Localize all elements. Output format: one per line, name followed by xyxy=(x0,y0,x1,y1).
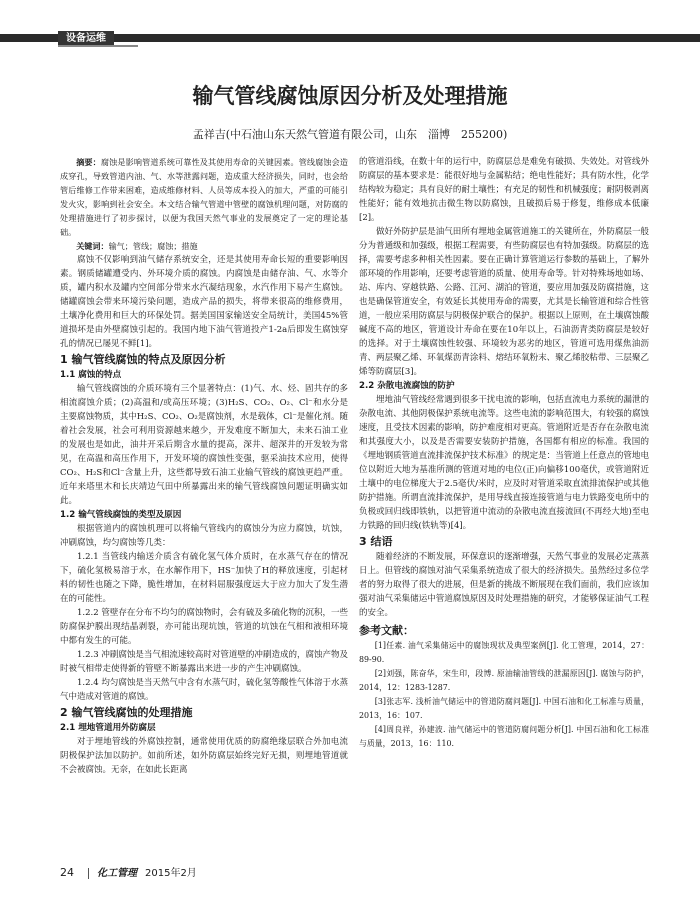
paragraph-1-1: 输气管线腐蚀的介质环境有三个显著特点：(1)气、水、烃、固共存的多相流腐蚀介质；(2)高温和/或高压环境；(3)H₂S、CO₂、O₂、Cl⁻和水分是主要腐蚀物质，其中H₂S、CO₂、O₂是腐蚀剂，水是载体，Cl⁻是催化剂。随着社会发展，社会可利用资源越来越少，开发难度不断加大，未来石油工业的发展也是如此，油井开采后期含水量的提高，深井、超深井的开发较为常见，在高温和高压作用下，开发环境的腐蚀性变强，驱采油技术应用，使得CO₂、H₂S和Cl⁻含量上升，这些都导致石油工业输气管线的腐蚀更趋严重。近年来塔里木和长庆靖边气田中所暴露出来的输气管线腐蚀问题证明确实如此。 xyxy=(60,384,348,506)
footer-divider xyxy=(88,868,89,879)
paragraph-1-2-1: 1.2.1 当管线内输送介质含有硫化氢气体介质时，在水蒸气存在的情况下，硫化氢极易溶于水，在水解作用下，HS⁻加快了H的释放速度，引起材料的韧性也随之下降，脆性增加，在材料屈服强度远大于应力加大了发生潜在的可能性。 xyxy=(60,552,348,604)
reference-item: [3]张志军. 浅析油气储运中的管道防腐问题[J]. 中国石油和化工标准与质量，2013，16：107. xyxy=(359,697,649,720)
issue-date: 2015年2月 xyxy=(145,868,197,879)
abstract-text: 腐蚀是影响管道系统可靠性及其使用寿命的关键因素。管线腐蚀会造成穿孔，导致管道内油、气、水等泄露问题，造成重大经济损失，同时，也会给管后维修工作带来困难，造成维修材料、人员等成本投入的加大，严重的可能引发火灾，影响到社会安全。本文结合输气管道中管壁的腐蚀机理问题，对防腐的处理措施进行了初步探讨，以便为我国天然气事业的发展奠定了一定的理论基础。 xyxy=(60,157,348,237)
abstract-label: 摘要： xyxy=(76,157,101,167)
section-heading-3: 3 结语 xyxy=(359,535,393,548)
section-tag: 设备运维 xyxy=(58,31,114,46)
keywords: 输气；管线；腐蚀；措施 xyxy=(108,241,198,251)
page-number: 24 xyxy=(60,866,74,879)
reference-item: [4]周良祥，孙建波. 油气储运中的管道防腐问题分析[J]. 中国石油和化工标准与质量，2013，16：110. xyxy=(359,725,649,748)
paragraph-2-1-continued: 的管道沿线，在数十年的运行中，防腐层总是难免有破损、失效处。对管线外防腐层的基本要求是：能很好地与金属粘结；绝电性能好；具有防水性，化学结构较为稳定；具有良好的耐土壤性；有充足的韧性和机械强度；耐阴极剥离性能好；能有效地抗击微生物以防腐蚀，且破损后易于修复，维修成本低廉[2]。 xyxy=(359,157,649,223)
reference-item: [1]任素. 油气采集储运中的腐蚀现状及典型案例[J]. 化工管理，2014，27：89-90. xyxy=(359,641,649,664)
paragraph-1-2-2: 1.2.2 管壁存在分布不均匀的腐蚀物时，会有硫及多硫化物的沉积，一些防腐保护膜出现结晶剥裂，亦可能出现坑蚀，管道的坑蚀在气相和液相环境中都有发生的可能。 xyxy=(60,608,348,646)
keywords-label: 关键词： xyxy=(76,241,109,251)
subsection-heading-2-2: 2.2 杂散电流腐蚀的防护 xyxy=(359,381,455,391)
section-heading-2: 2 输气管线腐蚀的处理措施 xyxy=(60,706,193,719)
author-line: 孟祥吉(中石油山东天然气管道有限公司，山东 淄博 255200) xyxy=(192,128,508,141)
paragraph-2-1: 对于埋地管线的外腐蚀控制，通常使用优质的防腐绝缘层联合外加电流阴极保护法加以防护。如前所述，如外防腐层始终完好无损，则埋地管道就不会被腐蚀。无奈，在如此长距离 xyxy=(60,737,348,775)
section-heading-1: 1 输气管线腐蚀的特点及原因分析 xyxy=(60,353,226,366)
subsection-heading-1-1: 1.1 腐蚀的特点 xyxy=(60,370,122,380)
subsection-heading-2-1: 2.1 埋地管道用外防腐层 xyxy=(60,723,156,733)
article-title: 输气管线腐蚀原因分析及处理措施 xyxy=(192,84,508,108)
section-tag-underline xyxy=(58,45,138,47)
conclusion-paragraph: 随着经济的不断发展，环保意识的逐渐增强，天然气事业的发展必定蒸蒸日上。但管线的腐蚀对油气采集系统造成了很大的经济损失。虽然经过多位学者的努力取得了很大的进展，但是新的挑战不断展现在我们面前，我们应该加强对油气采集储运中管道腐蚀原因及时处理措施的研究，才能够保证油气工程的安全。 xyxy=(359,552,649,618)
paragraph-2-2: 埋地油气管线经常遇到很多干扰电流的影响，包括直流电力系统的漏泄的杂散电流、其他阴极保护系统电流等。这些电流的影响范围大，有较强的腐蚀速度，且受技术因素的影响，防护难度相对更高。管道附近是否存在杂散电流和其强度大小，以及是否需要安装防护措施，各国都有相应的标准。我国的《埋地钢质管道直流排流保护技术标准》的规定是：当管道上任意点的管地电位以附近大地为基准所测的管道对地的电位(正)向偏移100毫伏，或管道附近土壤中的电位梯度大于2.5毫伏/米时，应及时对管道采取直流排流保护或其他防护措施。所谓直流排流保护，是用导线直接连接管道与电力铁路变电所中的负极或回归线即铁轨，以把管道中流动的杂散电流直接流回(不再经大地)至电力铁路的回归线(铁轨等)[4]。 xyxy=(359,395,649,531)
left-column xyxy=(60,155,348,777)
reference-item: [2]刘强，陈奋华，宋生印，段博. 原油输油管线的泄漏原因[J]. 腐蚀与防护，2014，12：1283-1287. xyxy=(359,669,649,692)
right-column xyxy=(359,155,649,751)
paragraph-1-2: 根据管道内的腐蚀机理可以将输气管线内的腐蚀分为应力腐蚀，坑蚀，冲刷腐蚀，均匀腐蚀等几类： xyxy=(60,524,348,548)
page-footer xyxy=(60,864,197,879)
paragraph-2-1-b: 做好外防护层是油气田所有埋地金属管道施工的关键所在，外防腐层一般分为普通级和加强级，根据工程需要，有些防腐层也有特加强级。防腐层的选择，需要考虑多种相关性因素。要在正确计算管道运行参数的基础上，了解外部环境的作用影响，还要考虑管道的质量、使用寿命等。针对特殊场地如场、站、库内、穿越铁路、公路、江河、湖泊的管道，要应用加强及防腐措施，这也是确保管道安全，有效延长其使用寿命的需要，尤其是长输管道和综合性管道，一般应采用防腐层与阴极保护联合的保护。根据以上原则，在土壤腐蚀酸碱度不高的地区，管道设计寿命在要在10年以上，石油沥青类防腐层是较好的选择。对于土壤腐蚀性较强、环境较为恶劣的地区，管道可选用煤焦油沥青、两层聚乙烯、环氧煤沥青涂料、熔结环氧粉末、聚乙烯胶粘带、三层聚乙烯等防腐层[3]。 xyxy=(359,227,649,377)
abstract xyxy=(60,155,348,253)
references-heading: 参考文献： xyxy=(359,624,414,637)
subsection-heading-1-2: 1.2 输气管线腐蚀的类型及原因 xyxy=(60,510,182,520)
intro-paragraph: 腐蚀不仅影响到油气储存系统安全，还是其使用寿命长短的重要影响因素。钢质储罐遭受内、外环境介质的腐蚀。内腐蚀是由储存油、气、水等介质，罐内积水及罐内空间部分带来水汽凝结现象，水汽作用下易产生腐蚀。储罐腐蚀会带来环境污染问题，造成产品的损失，将带来很高的维修费用，土壤净化费用和巨大的环保处罚。据美国国家输送安全局统计，美国45%管道损坏是由外壁腐蚀引起的。我国内地下油气管道投产1-2a后即发生腐蚀穿孔的情况已屡见不鲜[1]。 xyxy=(60,255,348,349)
magazine-name: 化工管理 xyxy=(97,868,137,879)
paragraph-1-2-3: 1.2.3 冲刷腐蚀是当气相流速较高时对管道壁的冲刷造成的，腐蚀产物及时被气相带走使得新的管壁不断暴露出来进一步的产生冲刷腐蚀。 xyxy=(60,650,348,674)
paragraph-1-2-4: 1.2.4 均匀腐蚀是当天然气中含有水蒸气时，硫化氢等酸性气体溶于水蒸气中造成对管道的腐蚀。 xyxy=(60,678,348,702)
